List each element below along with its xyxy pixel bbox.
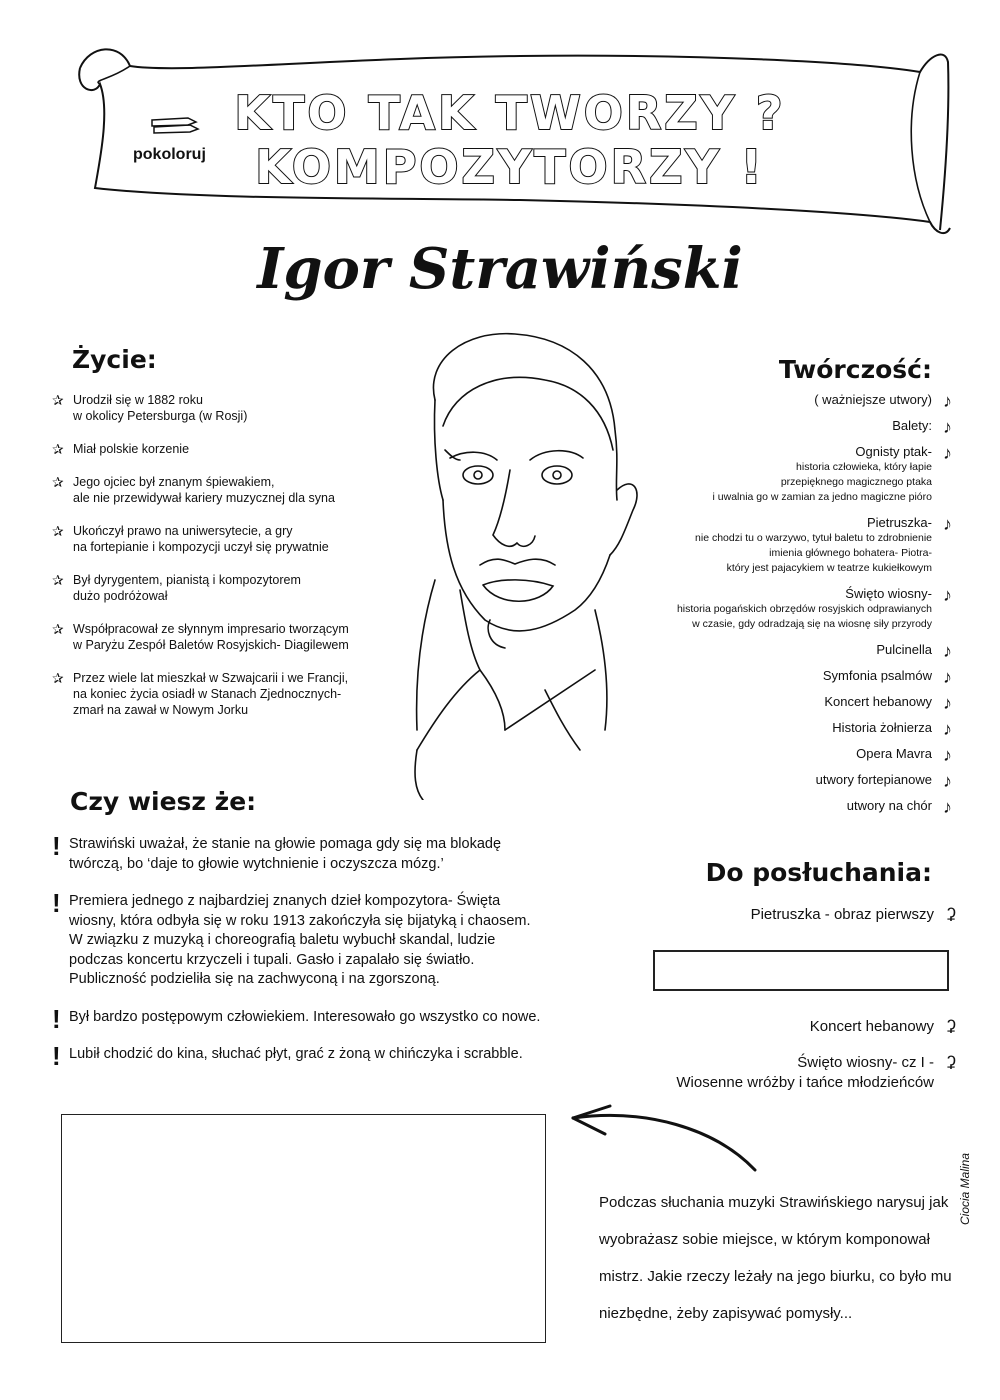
works-item: Pulcinella ♪	[876, 641, 952, 661]
works-item: Symfonia psalmów ♪	[822, 667, 952, 687]
portrait-drawing	[405, 330, 655, 800]
music-note-icon: ♪	[943, 667, 952, 687]
works-item: Balety: ♪	[892, 417, 952, 437]
composer-name: Igor Strawiński	[257, 236, 743, 302]
works-item: ( ważniejsze utwory) ♪	[814, 391, 952, 411]
star-icon: ✰	[52, 392, 64, 408]
pencils-icon	[148, 114, 200, 140]
works-heading: Twórczość:	[778, 355, 932, 384]
life-list	[52, 392, 382, 735]
music-note-icon: ♪	[943, 693, 952, 713]
works-item: Pietruszka- nie chodzi tu o warzywo, tytuł baletu to zdrobnienie imienia głównego bohatera- Piotra- który jest pajacykiem w teatrze kukiełkowym ♪	[695, 514, 952, 574]
music-note-icon: ♪	[943, 641, 952, 661]
works-item: Ognisty ptak- historia człowieka, który łapie przepięknego magicznego ptaka i uwalnia go w zamian za jedno magiczne pióro ♪	[712, 443, 952, 503]
works-item: Koncert hebanowy ♪	[824, 693, 952, 713]
facts-list	[52, 831, 546, 1083]
works-item: Historia żołnierza ♪	[832, 719, 952, 739]
music-note-icon: ♪	[943, 514, 952, 534]
drawing-instruction: Podczas słuchania muzyki Strawińskiego narysuj jak wyobrażasz sobie miejsce, w którym komponował mistrz. Jakie rzeczy leżały na jego biurku, co było mu niezbędne, żeby zapisywać pomysły...	[599, 1194, 952, 1322]
listening-item-2: Koncert hebanowy ʡ	[809, 1017, 956, 1037]
works-item: Święto wiosny- historia pogańskich obrzędów rosyjskich odprawianych w czasie, gdy odradzają się na wiosnę siły przyrody ♪	[676, 585, 952, 630]
music-note-icon: ♪	[943, 745, 952, 765]
star-icon: ✰	[52, 523, 64, 539]
facts-heading: Czy wiesz że:	[70, 787, 257, 816]
exclamation-icon: !	[52, 1003, 61, 1034]
banner-title-line2: KOMPOZYTORZY !	[255, 140, 765, 194]
ear-icon: ʡ	[947, 1053, 956, 1073]
star-icon: ✰	[52, 441, 64, 457]
ear-icon: ʡ	[947, 1017, 956, 1037]
answer-box[interactable]	[653, 950, 949, 991]
list-item: ✰ Ukończył prawo na uniwersytecie, a gry na fortepianie i kompozycji uczył się prywatnie	[52, 523, 329, 554]
list-item: ! Strawiński uważał, że stanie na głowie pomaga gdy się ma blokadę twórczą, bo ‘daje to głowie wytchnienie i oczyszcza mózg.’	[52, 831, 502, 872]
list-item: ✰ Urodził się w 1882 roku w okolicy Petersburga (w Rosji)	[52, 392, 248, 423]
star-icon: ✰	[52, 474, 64, 490]
list-item: ✰ Jego ojciec był znanym śpiewakiem, ale nie przewidywał kariery muzycznej dla syna	[52, 474, 335, 505]
exclamation-icon: !	[52, 831, 61, 861]
music-note-icon: ♪	[943, 391, 952, 411]
works-list	[632, 391, 952, 824]
listening-heading: Do posłuchania:	[705, 858, 932, 887]
drawing-area[interactable]	[61, 1114, 546, 1343]
life-heading: Życie:	[72, 345, 157, 374]
works-item: Opera Mavra ♪	[856, 745, 952, 765]
listening-item-3: Święto wiosny- cz I - Wiosenne wróżby i tańce młodzieńców ʡ	[676, 1053, 956, 1091]
arrow-icon	[565, 1098, 765, 1178]
list-item: ! Był bardzo postępowym człowiekiem. Interesowało go wszystko co nowe.	[52, 1003, 541, 1034]
star-icon: ✰	[52, 572, 64, 588]
star-icon: ✰	[52, 670, 64, 686]
listening-item-1: Pietruszka - obraz pierwszy ʡ	[750, 905, 956, 925]
music-note-icon: ♪	[943, 417, 952, 437]
works-item: utwory na chór ♪	[846, 797, 952, 817]
works-item: utwory fortepianowe ♪	[815, 771, 952, 791]
list-item: ! Lubił chodzić do kina, słuchać płyt, grać z żoną w chińczyka i scrabble.	[52, 1041, 523, 1071]
list-item: ! Premiera jednego z najbardziej znanych dzieł kompozytora- Święta wiosny, która odbyła się w roku 1913 zakończyła się bijatyką i chaosem. W związku z muzyką i choreografią baletu wybuchł skandal, ludzie podczas koncertu krzyczeli i tupali. Gasło i zapalało się światło. Publiczność podzieliła się na zachwyconą i na zgorszoną.	[52, 888, 531, 987]
list-item: ✰ Współpracował ze słynnym impresario tworzącym w Paryżu Zespół Baletów Rosyjskich- Diagilewem	[52, 621, 349, 652]
exclamation-icon: !	[52, 888, 61, 918]
list-item: ✰ Przez wiele lat mieszkał w Szwajcarii i we Francji, na koniec życia osiadł w Stanach Zjednocznych- zmarł na zawał w Nowym Jorku	[52, 670, 349, 717]
signature: Ciocia Malina	[958, 1152, 972, 1225]
list-item: ✰ Był dyrygentem, pianistą i kompozytorem dużo podróżował	[52, 572, 301, 603]
star-icon: ✰	[52, 621, 64, 637]
music-note-icon: ♪	[943, 771, 952, 791]
banner-title-line1: KTO TAK TWORZY ?	[234, 86, 786, 140]
list-item: ✰ Miał polskie korzenie	[52, 441, 190, 457]
music-note-icon: ♪	[943, 585, 952, 605]
ear-icon: ʡ	[947, 905, 956, 925]
music-note-icon: ♪	[943, 719, 952, 739]
music-note-icon: ♪	[943, 797, 952, 817]
music-note-icon: ♪	[943, 443, 952, 463]
exclamation-icon: !	[52, 1041, 61, 1071]
coloring-label: pokoloruj	[133, 146, 206, 163]
